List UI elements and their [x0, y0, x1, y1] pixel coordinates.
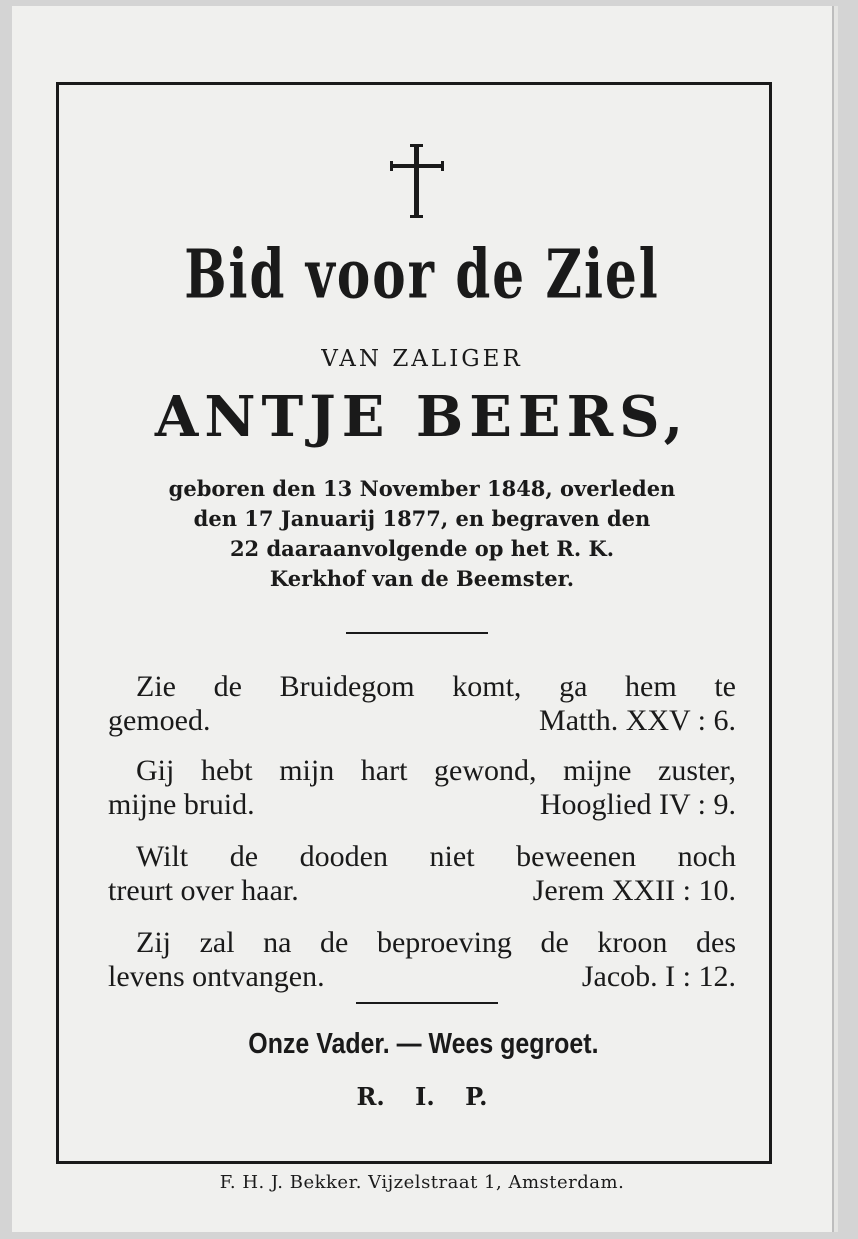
subtitle: VAN ZALIGER	[321, 346, 523, 372]
page-title: Bid voor de Ziel	[184, 234, 660, 314]
verse-3	[108, 840, 736, 908]
bio-line: Kerkhof van de Beemster.	[269, 566, 575, 591]
verse-reference: Matth. XXV : 6.	[539, 704, 736, 737]
prayers: Onze Vader. — Wees gegroet.	[248, 1028, 599, 1060]
bio-line: den 17 Januarij 1877, en begraven den	[193, 506, 651, 531]
biography	[12, 474, 832, 594]
divider-bottom	[356, 1002, 498, 1004]
divider-top	[346, 632, 488, 634]
bio-line: 22 daaraanvolgende op het R. K.	[229, 536, 615, 561]
verse-tail	[108, 960, 736, 994]
cross-icon	[390, 144, 444, 218]
memorial-card	[12, 6, 832, 1232]
verse-tail	[108, 704, 736, 738]
verse-text-end: levens ontvangen.	[108, 960, 325, 993]
verse-2	[108, 754, 736, 822]
verse-text: Wilt de dooden niet beweenen noch	[136, 840, 736, 873]
verse-text: Zie de Bruidegom komt, ga hem te	[136, 670, 736, 703]
verse-text-end: treurt over haar.	[108, 874, 299, 907]
verse-1	[108, 670, 736, 738]
verse-text: Gij hebt mijn hart gewond, mijne zuster,	[136, 754, 736, 787]
verse-tail	[108, 788, 736, 822]
bio-line: geboren den 13 November 1848, overleden	[168, 476, 676, 501]
verse-text-end: gemoed.	[108, 704, 211, 737]
printer-imprint: F. H. J. Bekker. Vijzelstraat 1, Amsterdam.	[219, 1172, 625, 1193]
verse-tail	[108, 874, 736, 908]
rip-text: R. I. P.	[356, 1082, 488, 1111]
verse-4	[108, 926, 736, 994]
verse-reference: Jacob. I : 12.	[581, 960, 736, 993]
deceased-name: ANTJE BEERS,	[154, 384, 690, 450]
verse-reference: Hooglied IV : 9.	[539, 788, 736, 821]
verse-reference: Jerem XXII : 10.	[532, 874, 736, 907]
verse-text-end: mijne bruid.	[108, 788, 255, 821]
verse-text: Zij zal na de beproeving de kroon des	[136, 926, 736, 959]
